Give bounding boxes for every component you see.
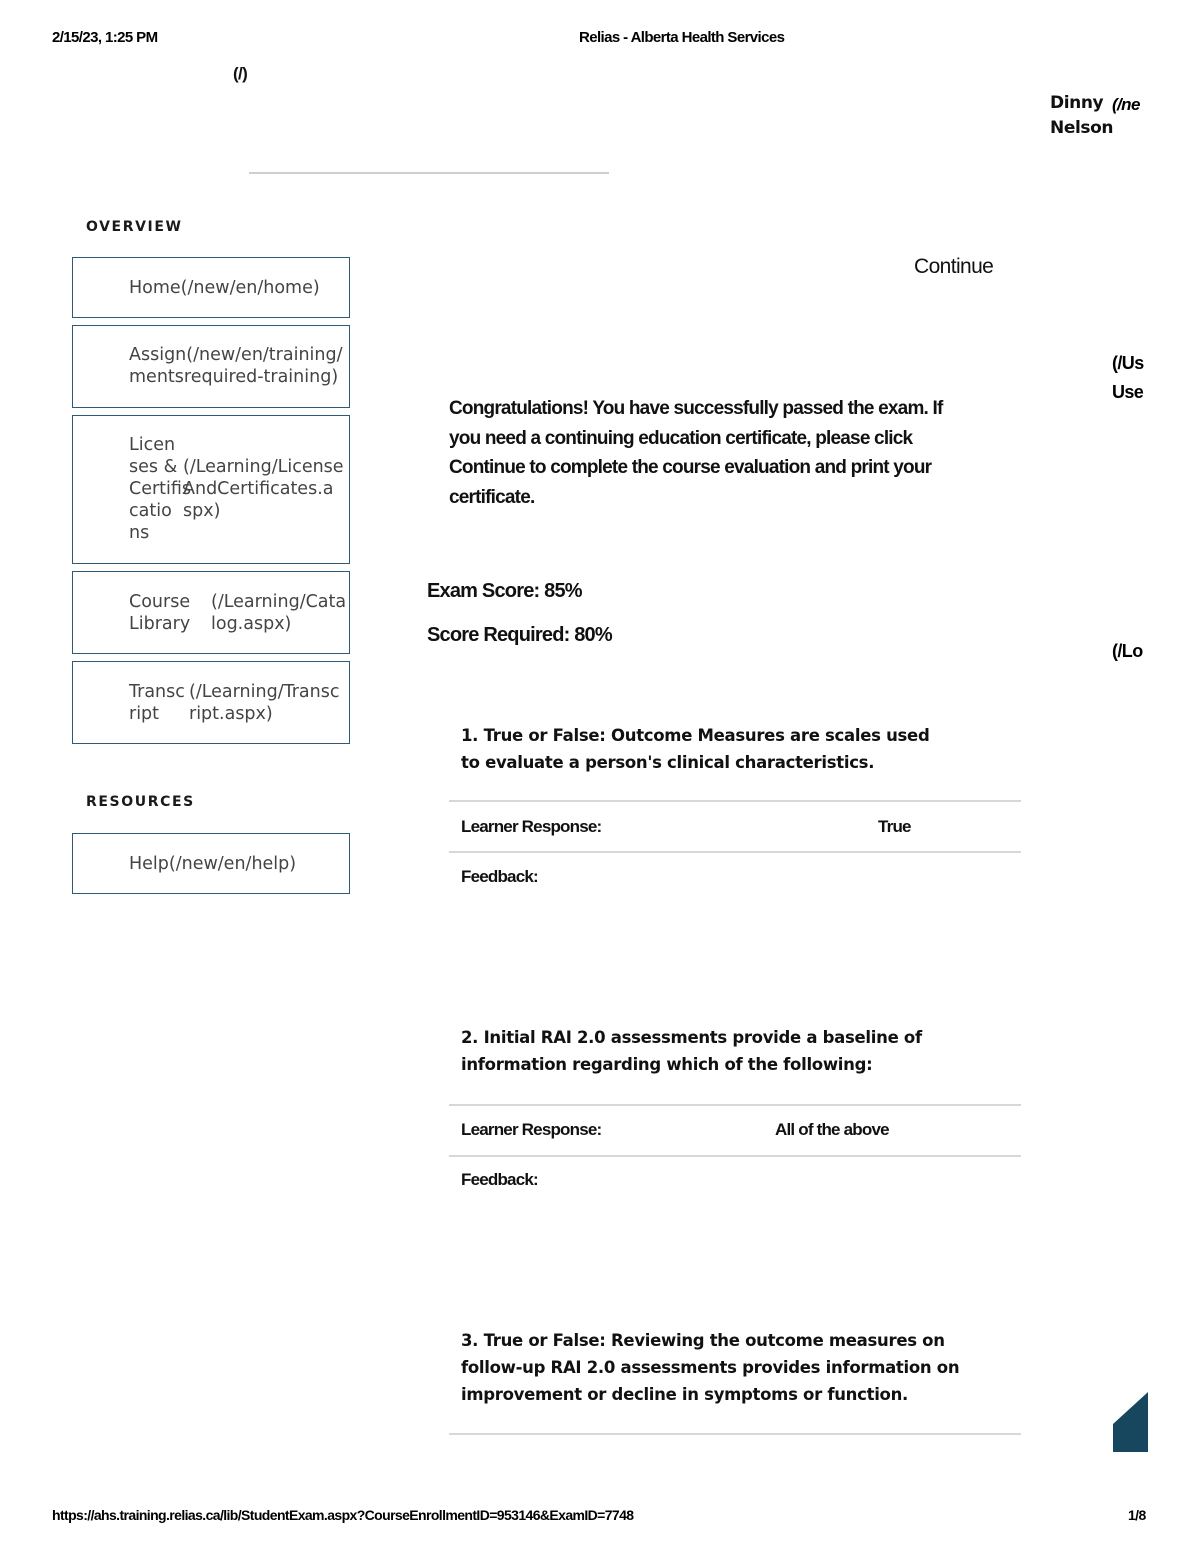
header-divider [249, 172, 609, 174]
nav-course-library[interactable] [72, 571, 350, 654]
nav-transcript-label-line: Transc [129, 682, 185, 702]
score-required: Score Required: 80% [427, 624, 612, 646]
question-2-divider-mid [449, 1155, 1021, 1157]
pass-message-line: Continue to complete the course evaluation and print your [449, 457, 932, 478]
user-profile-link[interactable]: (/ne [1112, 95, 1140, 114]
nav-assignments[interactable] [72, 325, 350, 408]
nav-assignments-line2: mentsrequired-training) [129, 367, 339, 387]
print-page-title: Relias - Alberta Health Services [579, 29, 785, 46]
print-datetime: 2/15/23, 1:25 PM [52, 29, 158, 46]
nav-transcript[interactable] [72, 661, 350, 744]
resources-heading: RESOURCES [86, 794, 195, 810]
pass-message [449, 394, 1009, 512]
question-1-line: 1. True or False: Outcome Measures are scales used [461, 726, 930, 745]
question-1-divider-mid [449, 851, 1021, 853]
user-settings-link[interactable]: (/Us [1112, 353, 1144, 373]
nav-course-label-line: Course [129, 592, 191, 612]
logout-link[interactable]: (/Lo [1112, 641, 1143, 661]
user-last-name: Nelson [1050, 118, 1114, 138]
nav-transcript-url-line: (/Learning/Transc [189, 682, 340, 702]
exam-score: Exam Score: 85% [427, 580, 582, 602]
nav-transcript-label-line: ript [129, 704, 160, 724]
question-1-line: to evaluate a person's clinical characteristics. [461, 753, 875, 772]
user-settings-label[interactable]: Use [1112, 382, 1144, 402]
question-2-text [461, 1024, 1021, 1078]
question-3-text [461, 1327, 1031, 1408]
nav-licenses-certifications[interactable] [72, 415, 350, 564]
nav-course-url [211, 591, 349, 635]
logo-link[interactable]: (/) [233, 64, 248, 83]
pass-message-line: Congratulations! You have successfully passed the exam. If [449, 398, 943, 419]
question-2-response-value: All of the above [775, 1120, 889, 1139]
nav-licenses-label [129, 434, 191, 544]
question-1-text [461, 722, 1021, 776]
pass-message-line: certificate. [449, 486, 535, 508]
question-1-response-value: True [878, 817, 911, 836]
continue-button[interactable]: Continue [914, 255, 994, 278]
user-name[interactable] [1050, 91, 1113, 141]
nav-transcript-label [129, 681, 185, 725]
nav-transcript-url [189, 681, 349, 725]
print-footer-url: https://ahs.training.relias.ca/lib/StudentExam.aspx?CourseEnrollmentID=953146&ExamID=7748 [52, 1507, 634, 1523]
nav-licenses-url-line: AndCertificates.a [183, 479, 334, 499]
question-3-line: follow-up RAI 2.0 assessments provides information on [461, 1358, 960, 1377]
nav-licenses-label-line: Certifis [129, 479, 192, 499]
print-footer-page: 1/8 [1128, 1507, 1146, 1523]
question-1-feedback-label: Feedback: [461, 867, 538, 886]
nav-transcript-url-line: ript.aspx) [189, 704, 273, 724]
user-first-name: Dinny [1050, 93, 1104, 113]
nav-licenses-label-line: Licen [129, 435, 176, 455]
nav-licenses-url-line: spx) [183, 501, 221, 521]
question-3-divider-top [449, 1433, 1021, 1435]
corner-tab-shape [1113, 1392, 1148, 1452]
question-2-feedback-label: Feedback: [461, 1170, 538, 1189]
question-2-line: information regarding which of the following: [461, 1055, 873, 1074]
corner-tab-icon[interactable] [1113, 1392, 1148, 1452]
nav-home-label: Home(/new/en/home) [129, 278, 320, 298]
question-2-response-label: Learner Response: [461, 1120, 602, 1139]
question-3-line: 3. True or False: Reviewing the outcome measures on [461, 1331, 945, 1350]
overview-heading: OVERVIEW [86, 219, 183, 235]
nav-licenses-label-line: catio [129, 501, 172, 521]
question-3-line: improvement or decline in symptoms or function. [461, 1385, 909, 1404]
nav-licenses-label-line: ses & [129, 457, 178, 477]
nav-licenses-url-line: (/Learning/License [183, 457, 344, 477]
pass-message-line: you need a continuing education certificate, please click [449, 427, 913, 449]
question-2-divider-top [449, 1104, 1021, 1106]
question-1-divider-top [449, 800, 1021, 802]
nav-assignments-line1: Assign(/new/en/training/ [129, 345, 343, 365]
nav-licenses-url [183, 456, 349, 522]
question-1-response-label: Learner Response: [461, 817, 602, 836]
nav-help[interactable] [72, 833, 350, 894]
nav-home[interactable] [72, 257, 350, 318]
nav-licenses-label-line: ns [129, 523, 150, 543]
nav-course-label [129, 591, 190, 635]
nav-course-url-line: log.aspx) [211, 614, 292, 634]
nav-course-url-line: (/Learning/Cata [211, 592, 347, 612]
nav-help-label: Help(/new/en/help) [129, 854, 297, 874]
nav-course-label-line: Library [129, 614, 191, 634]
question-2-line: 2. Initial RAI 2.0 assessments provide a baseline of [461, 1028, 922, 1047]
